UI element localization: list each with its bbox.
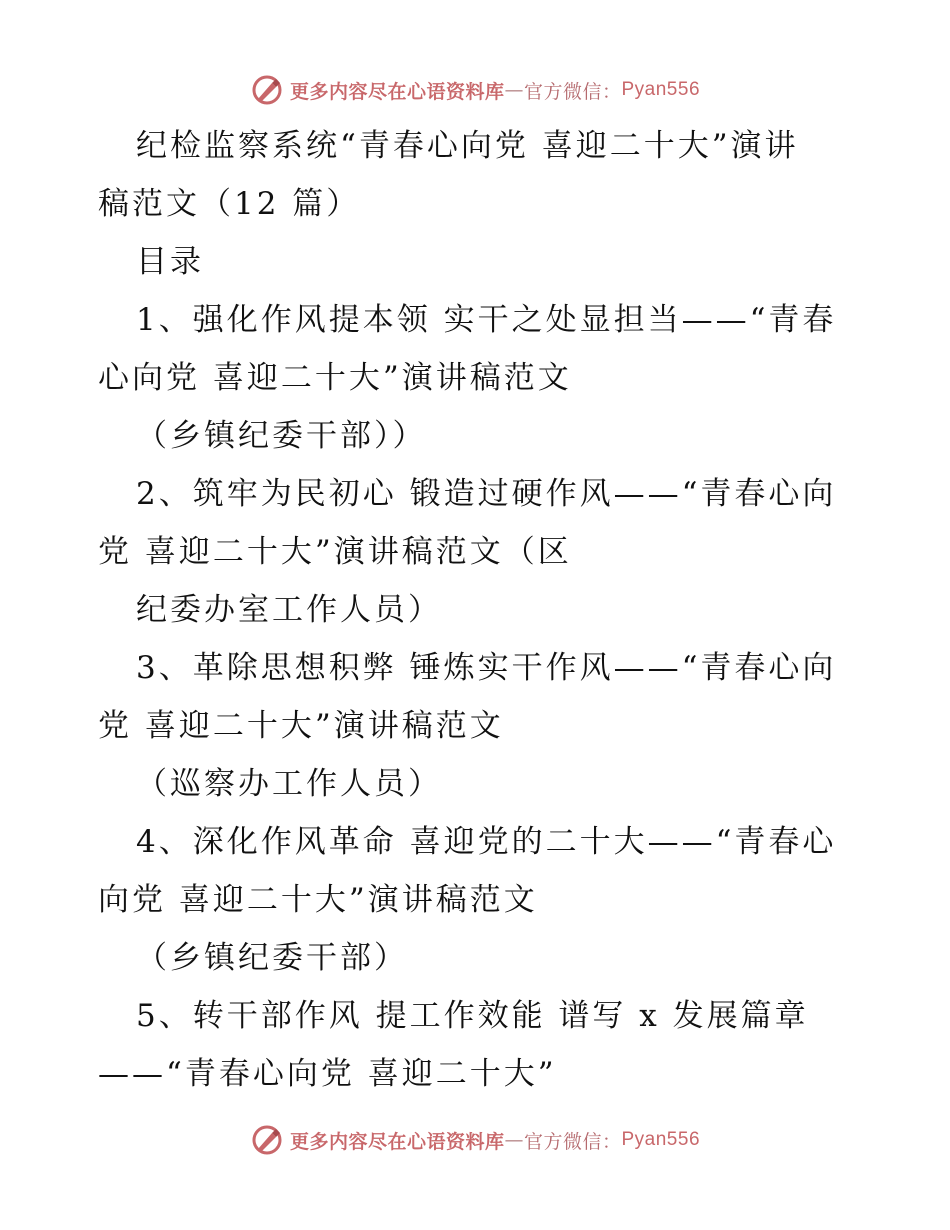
- toc-item-1-line-1: 1、强化作风提本领 实干之处显担当——“青春: [136, 302, 837, 338]
- toc-item-1-line-3: （乡镇纪委干部））: [136, 418, 427, 454]
- toc-item-3-line-1: 3、革除思想积弊 锤炼实干作风——“青春心向: [136, 650, 837, 686]
- watermark-lead-text: 更多内容尽在心语资料库: [289, 1130, 505, 1153]
- watermark-lead-text: 更多内容尽在心语资料库: [289, 80, 505, 103]
- watermark-wechat-id: Pyan556: [621, 79, 701, 100]
- pen-logo-icon: [250, 1123, 284, 1157]
- toc-item-3-line-2: 党 喜迎二十大”演讲稿范文: [98, 708, 504, 744]
- watermark-wechat-label: 官方微信：: [523, 80, 622, 103]
- document-title-line-1: 纪检监察系统“青春心向党 喜迎二十大”演讲: [136, 128, 799, 164]
- document-body: [98, 117, 858, 1103]
- watermark-separator: —: [504, 79, 524, 101]
- toc-item-2-line-2: 党 喜迎二十大”演讲稿范文（区: [98, 534, 572, 570]
- watermark-wechat-label: 官方微信：: [523, 1130, 622, 1153]
- toc-item-3-line-3: （巡察办工作人员）: [136, 766, 442, 802]
- document-title-line-2: 稿范文（12 篇）: [98, 186, 361, 222]
- toc-item-2-line-1: 2、筑牢为民初心 锻造过硬作风——“青春心向: [136, 476, 837, 512]
- toc-item-4-line-1: 4、深化作风革命 喜迎党的二十大——“青春心: [136, 824, 837, 860]
- pen-logo-icon: [250, 73, 284, 107]
- toc-item-4-line-3: （乡镇纪委干部）: [136, 940, 408, 976]
- toc-item-2-line-3: 纪委办室工作人员）: [136, 592, 442, 628]
- footer-watermark: [0, 1120, 950, 1160]
- watermark-wechat-id: Pyan556: [621, 1129, 701, 1150]
- toc-item-1-line-2: 心向党 喜迎二十大”演讲稿范文: [98, 360, 572, 396]
- header-watermark: [0, 70, 950, 110]
- toc-heading: 目录: [136, 244, 204, 280]
- toc-item-5-line-1: 5、转干部作风 提工作效能 谱写 x 发展篇章: [136, 998, 809, 1034]
- toc-item-5-line-2: ——“青春心向党 喜迎二十大”: [98, 1056, 557, 1092]
- watermark-separator: —: [504, 1129, 524, 1151]
- toc-item-4-line-2: 向党 喜迎二十大”演讲稿范文: [98, 882, 538, 918]
